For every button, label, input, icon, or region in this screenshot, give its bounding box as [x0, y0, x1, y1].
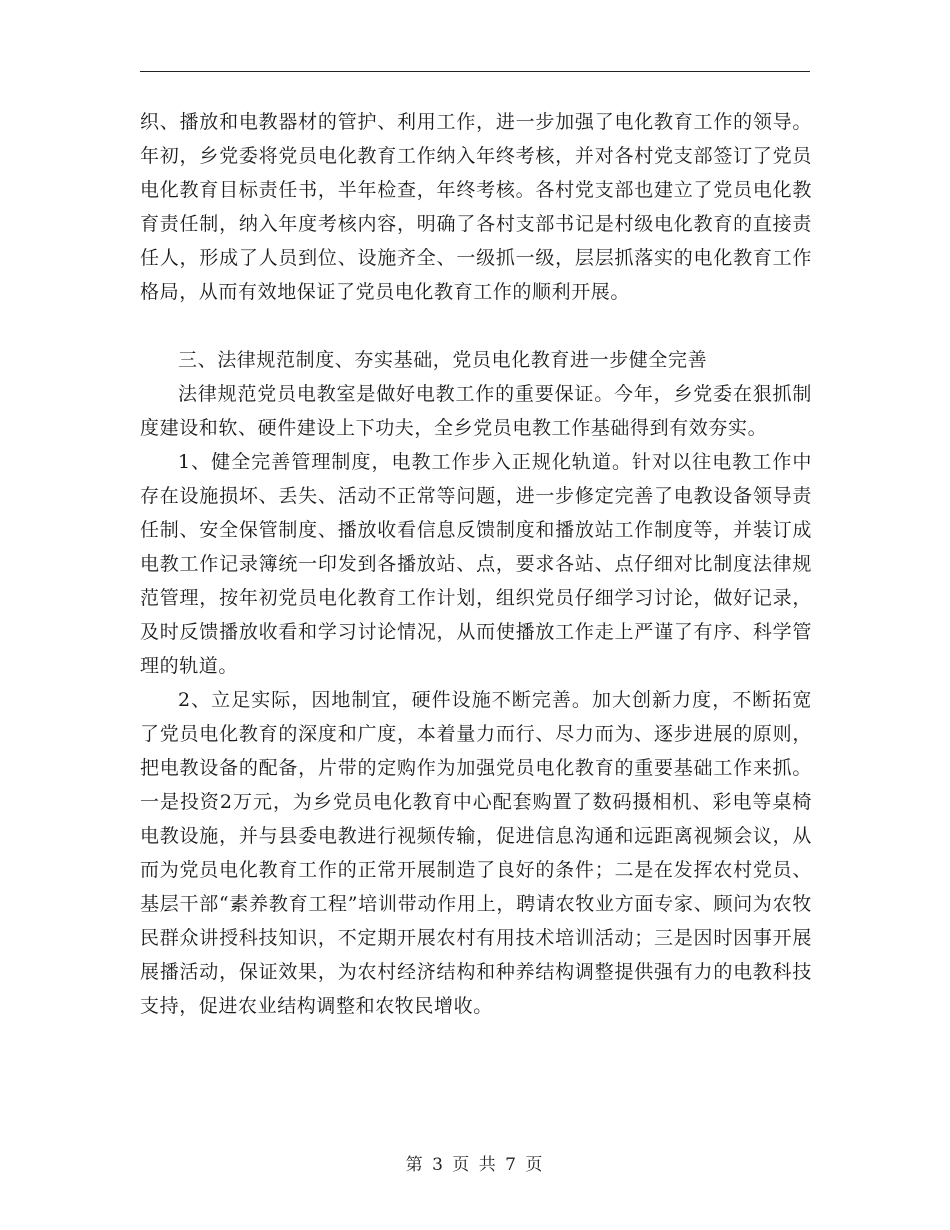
paragraph-intro: 法律规范党员电教室是做好电教工作的重要保证。今年，乡党委在狠抓制度建设和软、硬件建设上下功夫，全乡党员电教工作基础得到有效夯实。	[140, 383, 812, 439]
paragraph-item-1: 1、健全完善管理制度，电教工作步入正规化轨道。针对以往电教工作中存在设施损坏、丢失、活动不正常等问题，进一步修定完善了电教设备领导责任制、安全保管制度、播放收看信息反馈制度和播放站工作制度等，并装订成电教工作记录簿统一印发到各播放站、点，要求各站、点仔细对比制度法律规范管理，按年初党员电化教育工作计划，组织党员仔细学习讨论，做好记录，及时反馈播放收看和学习讨论情况，从而使播放工作走上严谨了有序、科学管理的轨道。	[140, 451, 812, 677]
paragraph-continuation: 织、播放和电教器材的管护、利用工作，进一步加强了电化教育工作的领导。年初，乡党委将党员电化教育工作纳入年终考核，并对各村党支部签订了党员电化教育目标责任书，半年检查，年终考核。各村党支部也建立了党员电化教育责任制，纳入年度考核内容，明确了各村支部书记是村级电化教育的直接责任人，形成了人员到位、设施齐全、一级抓一级，层层抓落实的电化教育工作格局，从而有效地保证了党员电化教育工作的顺利开展。	[140, 111, 812, 303]
document-body	[140, 105, 812, 1023]
header-rule	[140, 71, 810, 72]
section-heading: 三、法律规范制度、夯实基础，党员电化教育进一步健全完善	[178, 349, 708, 371]
page-number: 第 3 页 共 7 页	[405, 1155, 545, 1175]
paragraph-item-2: 2、立足实际，因地制宜，硬件设施不断完善。加大创新力度，不断拓宽了党员电化教育的深度和广度，本着量力而行、尽力而为、逐步进展的原则，把电教设备的配备，片带的定购作为加强党员电化教育的重要基础工作来抓。一是投资2万元，为乡党员电化教育中心配套购置了数码摄相机、彩电等桌椅电教设施，并与县委电教进行视频传输，促进信息沟通和远距离视频会议，从而为党员电化教育工作的正常开展制造了良好的条件；二是在发挥农村党员、基层干部“素养教育工程”培训带动作用上，聘请农牧业方面专家、顾问为农牧民群众讲授科技知识，不定期开展农村有用技术培训活动；三是因时因事开展展播活动，保证效果，为农村经济结构和种养结构调整提供强有力的电教科技支持，促进农业结构调整和农牧民增收。	[140, 689, 812, 1017]
